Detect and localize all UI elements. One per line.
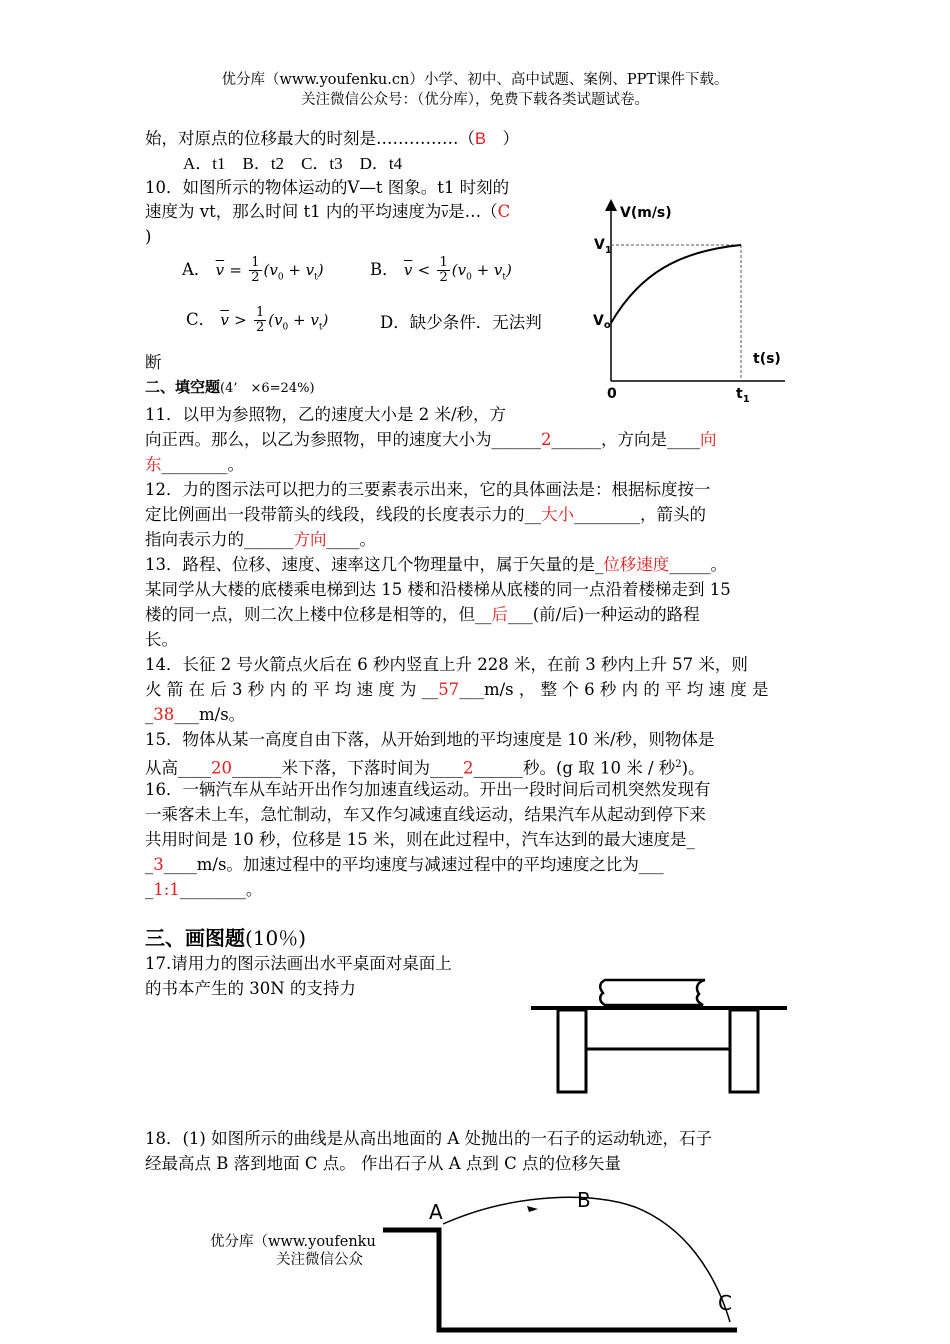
q13-answer-order: 后 — [491, 605, 508, 624]
q11-answer-direction-b: 东 — [145, 455, 162, 474]
q14-answer-1: 57 — [438, 680, 460, 699]
q10-option-b: B． $\overline{v}$ < $\frac{1}{2}$ $(v_0 + v_t)$ — [370, 255, 512, 285]
q10-option-d: D．缺少条件．无法判 — [380, 313, 542, 332]
q17-line-1: 17.请用力的图示法画出水平桌面对桌面上 — [145, 954, 452, 973]
point-b-label: B — [577, 1188, 591, 1212]
footer-line-2: 关注微信公众 — [276, 1252, 363, 1268]
q16-answer-speed: 3 — [153, 855, 164, 874]
q10-line-1: 10．如图所示的物体运动的V—t 图象。t1 时刻的 — [145, 178, 510, 197]
x-axis-label: t(s) — [753, 351, 781, 367]
q15-line-1: 15．物体从某一高度自由下落，从开始到地的平均速度是 10 米/秒，则物体是 — [145, 730, 715, 749]
table-book-figure — [525, 968, 795, 1103]
q12-line-1: 12．力的图示法可以把力的三要素表示出来，它的具体画法是：根据标度按一 — [145, 480, 711, 499]
q16-answer-ratio: 1:1 — [153, 880, 180, 899]
v1-label: $V_1$ — [594, 237, 612, 256]
q9-options: A．t1 B．t2 C．t3 D．t4 — [183, 154, 403, 173]
table-leg-right — [730, 1010, 758, 1092]
stone-trajectory — [443, 1197, 730, 1322]
q17-line-2: 的书本产生的 30N 的支持力 — [145, 979, 356, 998]
q16-line-1: 16．一辆汽车从车站开出作匀加速直线运动。开出一段时间后司机突然发现有 — [145, 780, 711, 799]
q9-answer: B — [475, 130, 487, 148]
q10-option-c: C． $\overline{v}$ > $\frac{1}{2}$ $(v_0 + v_t)$ — [186, 305, 329, 335]
q14-line-1: 14．长征 2 号火箭点火后在 6 秒内竖直上升 228 米，在前 3 秒内上升 57 米，则 — [145, 655, 748, 674]
q16-line-4: _3____m/s。加速过程中的平均速度与减速过程中的平均速度之比为___ — [145, 855, 664, 874]
q13-line-1: 13．路程、位移、速度、速率这几个物理量中，属于矢量的是_位移速度_____。 — [145, 555, 727, 574]
y-axis-label: V(m/s) — [620, 205, 672, 221]
q10-answer: C — [497, 202, 511, 221]
q18-line-2: 经最高点 B 落到地面 C 点。 作出石子从 A 点到 C 点的位移矢量 — [145, 1154, 621, 1173]
q11-answer-direction-a: 向 — [700, 430, 717, 449]
q14-answer-2: 38 — [153, 705, 175, 724]
q11-line-2: 向正西。那么，以乙为参照物，甲的速度大小为______2______，方向是____向 — [145, 430, 717, 449]
point-c-label: C — [718, 1291, 732, 1315]
q10-close: ) — [145, 227, 152, 246]
origin-label: 0 — [607, 386, 617, 402]
q16-line-5: _1:1________。 — [145, 880, 263, 899]
q10-option-a: A． $\overline{v}$ = $\frac{1}{2}$ $(v_0 + v_t)$ — [182, 255, 324, 285]
q16-line-2: 一乘客未上车，急忙制动，车又作匀减速直线运动，结果汽车从起动到停下来 — [145, 805, 706, 824]
table-leg-left — [558, 1010, 586, 1092]
point-a-label: A — [429, 1200, 443, 1224]
q15-answer-height: 20 — [211, 758, 232, 778]
q10-option-a-fraction: $\frac{1}{2}$ — [251, 255, 260, 285]
t1-label: $t_1$ — [736, 386, 750, 405]
q11-answer-speed: 2 — [541, 430, 552, 449]
q10-option-b-fraction: $\frac{1}{2}$ — [439, 255, 448, 285]
section-2-heading: 二、填空题(4’ ×6=24%) — [145, 378, 315, 396]
velocity-curve — [611, 245, 741, 323]
q16-line-3: 共用时间是 10 秒，位移是 15 米，则在此过程中，汽车达到的最大速度是_ — [145, 830, 695, 849]
q12-line-3: 指向表示力的______方向____。 — [145, 530, 376, 549]
q13-line-4: 长。 — [145, 630, 178, 649]
q15-line-2: 从高____20______米下落，下落时间为____2______秒。(g 取 10 米 / 秒$^2$)。 — [145, 758, 705, 778]
q14-line-2: 火 箭 在 后 3 秒 内 的 平 均 速 度 为 __57___m/s ， 整 个 6 秒 内 的 平 均 速 度 是 — [145, 680, 769, 699]
ground-profile — [383, 1230, 737, 1330]
q10-option-c-fraction: $\frac{1}{2}$ — [255, 305, 265, 335]
header-line-1: 优分库（www.youfenku.cn）小学、初中、高中试题、案例、PPT课件下载。 — [221, 72, 729, 88]
q14-line-3: _38___m/s。 — [145, 705, 246, 724]
q12-answer-magnitude: 大小 — [541, 505, 574, 524]
v0-label: $V_o$ — [593, 313, 611, 331]
q11-line-3: 东________。 — [145, 455, 244, 474]
q18-line-1: 18．(1) 如图所示的曲线是从高出地面的 A 处抛出的一石子的运动轨迹，石子 — [145, 1129, 713, 1148]
q13-line-2: 某同学从大楼的底楼乘电梯到达 15 楼和沿楼梯从底楼的同一点沿着楼梯走到 15 — [145, 580, 731, 599]
q9-stem: 始，对原点的位移最大的时刻是……………（B ） — [145, 129, 520, 148]
q12-answer-direction: 方向 — [293, 530, 327, 549]
trajectory-arrow — [527, 1206, 538, 1212]
trajectory-figure — [375, 1182, 755, 1340]
section-3-heading: 三、画图题(10％) — [145, 926, 307, 950]
vt-graph — [585, 195, 795, 410]
book — [600, 980, 705, 1005]
q13-answer-vectors: 位移速度 — [603, 555, 670, 574]
q11-line-1: 11．以甲为参照物，乙的速度大小是 2 米/秒，方 — [145, 405, 507, 424]
q10-option-d-cont: 断 — [145, 353, 162, 372]
q10-line-2: 速度为 vt，那么时间 t1 内的平均速度为$\overline{v}$是…（C — [145, 202, 511, 221]
q13-line-3: 楼的同一点，则二次上楼中位移是相等的，但__后___(前/后)一种运动的路程 — [145, 605, 700, 624]
q12-line-2: 定比例画出一段带箭头的线段，线段的长度表示力的__大小________，箭头的 — [145, 505, 706, 524]
q15-answer-time: 2 — [463, 758, 474, 778]
footer-line-1: 优分库（www.youfenku — [210, 1234, 376, 1250]
header-line-2: 关注微信公众号：（优分库），免费下载各类试题试卷。 — [301, 92, 649, 108]
